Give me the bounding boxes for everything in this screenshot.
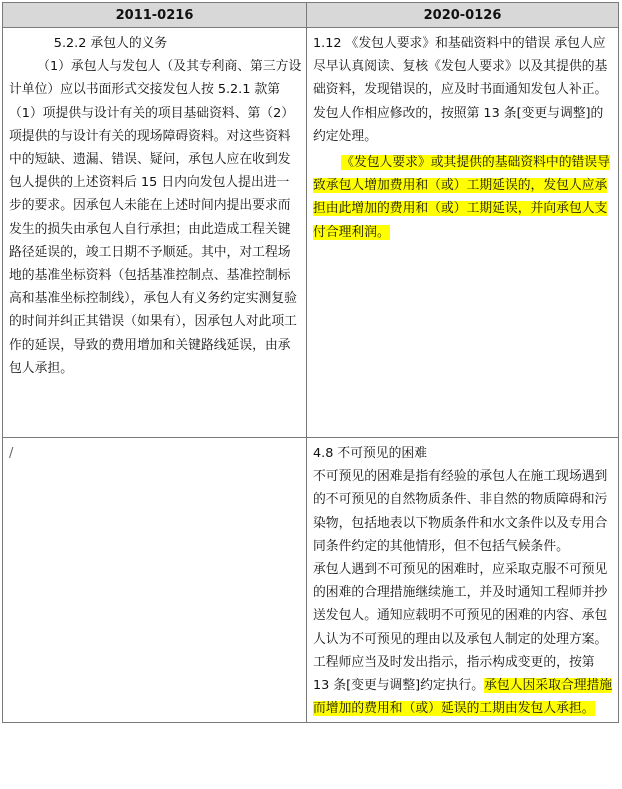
clause-text: 承包人遇到不可预见的困难时，应采取克服不可预见的困难的合理措施继续施工，并及时通知工程师并抄送发包人。通知应载明不可预见的困难的内容、承包人认为不可预见的理由以及承包人制定的处理方案。工程师应当及时发出指示，指示构成变更的，按第 13 条[变更与调整]约定执行。 <box>313 562 608 694</box>
cell-2011-empty <box>3 438 307 723</box>
highlighted-clause <box>313 151 614 244</box>
clause-body: 不可预见的困难是指有经验的承包人在施工现场遇到的不可预见的自然物质条件、非自然的物质障碍和污染物，包括地表以下物质条件和水文条件以及专用合同条件约定的其他情形，但不包括气候条件。 <box>313 469 608 554</box>
clause-heading: 4.8 不可预见的困难 <box>313 446 427 461</box>
column-header-2020: 2020-0126 <box>307 3 619 28</box>
clause-body: 1.12 《发包人要求》和基础资料中的错误 承包人应尽早认真阅读、复核《发包人要求》以及其提供的基础资料，发现错误的，应及时书面通知发包人补正。发包人作相应修改的，按照第 13 条[变更与调整]的约定处理。 <box>313 36 608 144</box>
table-row <box>3 438 619 723</box>
clause-heading: 5.2.2 承包人的义务 <box>53 36 168 51</box>
cell-2020-clause-1-12 <box>307 28 619 438</box>
cell-2020-clause-4-8 <box>307 438 619 723</box>
highlight-text: 承包人因采取合理措施而增加的费用和（或）延误的工期由发包人承担。 <box>313 678 613 717</box>
clause-body: （1）承包人与发包人（及其专利商、第三方设计单位）应以书面形式交接发包人按 5.2.1 款第（1）项提供与设计有关的项目基础资料、第（2）项提供的与设计有关的现场障碍资料。对这些资料中的短缺、遗漏、错误、疑问，承包人应在收到发包人提供的上述资料后 15 日内向发包人提出进一步的要求。因承包人未能在上述时间内提出要求而发生的损失由承包人自行承担；由此造成工程关键路径延误的，竣工日期不予顺延。其中，对工程场地的基准坐标资料（包括基准控制点、基准控制标高和基准坐标控制线），承包人有义务约定实测复验的时间并纠正其错误（如果有），因承包人对此项工作的延误，导致的费用增加和关键路线延误，由承包人承担。 <box>9 59 302 376</box>
clause-body <box>313 558 614 720</box>
comparison-table <box>2 2 619 723</box>
cell-2011-clause-5-2-2 <box>3 28 307 438</box>
header-row <box>3 3 619 28</box>
table-row <box>3 28 619 438</box>
highlight-text: 《发包人要求》或其提供的基础资料中的错误导致承包人增加费用和（或）工期延误的，发包人应承担由此增加的费用和（或）工期延误，并向承包人支付合理利润。 <box>313 155 610 240</box>
empty-marker: / <box>9 446 14 461</box>
column-header-2011: 2011-0216 <box>3 3 307 28</box>
